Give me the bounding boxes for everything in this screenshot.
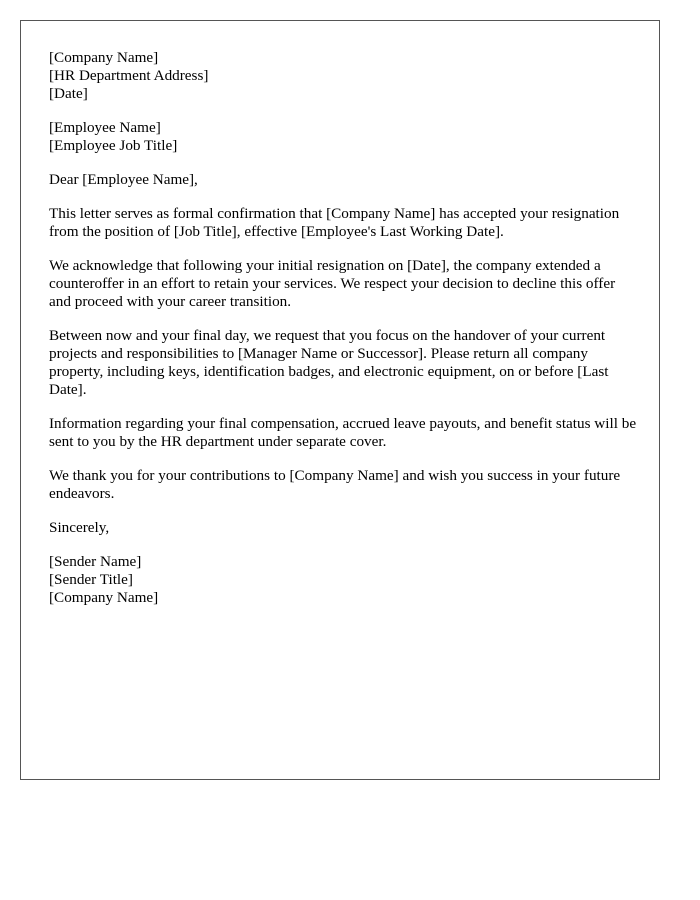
salutation: Dear [Employee Name], xyxy=(49,171,198,188)
paragraph-confirmation: This letter serves as formal confirmation that [Company Name] has accepted your resignation from the position of [Job Title], effective [Employee's Last Working Date]. xyxy=(49,205,620,240)
closing: Sincerely, xyxy=(49,519,110,536)
recipient-job-title: [Employee Job Title] xyxy=(49,137,178,154)
paragraph-thanks: We thank you for your contributions to [Company Name] and wish you success in your future endeavors. xyxy=(49,467,621,502)
signature-block xyxy=(49,553,639,607)
signature-company-name: [Company Name] xyxy=(49,589,159,606)
sender-header xyxy=(49,49,639,103)
header-hr-address: [HR Department Address] xyxy=(49,67,209,84)
recipient-name: [Employee Name] xyxy=(49,119,161,136)
letter-content xyxy=(49,49,639,623)
recipient-block xyxy=(49,119,639,155)
paragraph-counteroffer: We acknowledge that following your initial resignation on [Date], the company extended a counteroffer in an effort to retain your services. We respect your decision to decline this offer and proceed with your career transition. xyxy=(49,257,616,310)
header-company-name: [Company Name] xyxy=(49,49,159,66)
paragraph-compensation: Information regarding your final compensation, accrued leave payouts, and benefit status will be sent to you by the HR department under separate cover. xyxy=(49,415,637,450)
paragraph-handover: Between now and your final day, we request that you focus on the handover of your current projects and responsibilities to [Manager Name or Successor]. Please return all company property, including keys, identification badges, and electronic equipment, on or before [Last Date]. xyxy=(49,327,609,398)
signature-sender-name: [Sender Name] xyxy=(49,553,142,570)
signature-sender-title: [Sender Title] xyxy=(49,571,133,588)
header-date: [Date] xyxy=(49,85,88,102)
letter-page xyxy=(20,20,660,780)
